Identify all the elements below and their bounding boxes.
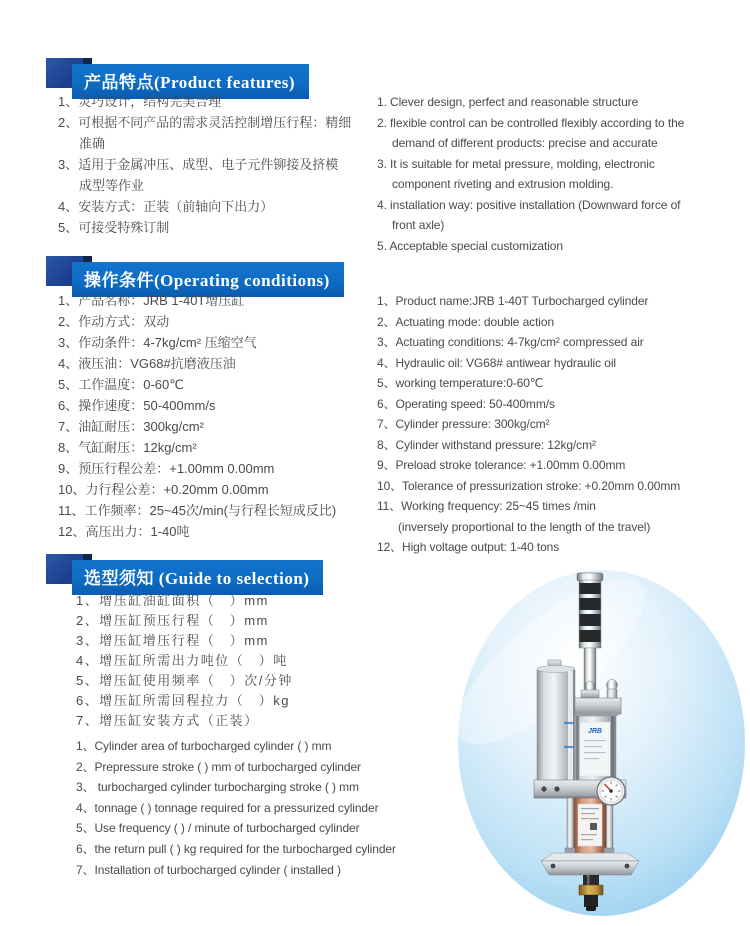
list-item: 4. installation way: positive installation (Downward force of front axle) — [377, 197, 681, 232]
label-barcode — [590, 823, 597, 830]
top-plate — [569, 698, 621, 716]
list-item: 2、Actuating mode: double action — [377, 314, 555, 329]
list-item: 3、Actuating conditions: 4-7kg/cm² compressed air — [377, 335, 644, 349]
section-title-product-features: 产品特点(Product features) — [72, 64, 309, 99]
list-item: 5、可接受特殊订制 — [58, 220, 170, 235]
list-item: 1、产品名称：JRB 1-40T增压缸 — [58, 293, 245, 308]
air-fitting — [607, 680, 618, 700]
oil-reservoir — [537, 660, 576, 783]
main-cylinder-body — [574, 716, 616, 782]
list-item: 2、增压缸预压行程（ ）mm — [76, 613, 269, 628]
bolt-hole — [541, 786, 546, 791]
list-item: 12、High voltage output: 1-40 tons — [377, 540, 560, 554]
list-item: 3、作动条件：4-7kg/cm² 压缩空气 — [58, 335, 257, 350]
list-item: 1、Product name:JRB 1-40T Turbocharged cylinder — [377, 294, 649, 308]
pressure-gauge — [597, 777, 625, 805]
list-item: 7、油缸耐压：300kg/cm² — [58, 419, 204, 434]
rod-ball-joint — [585, 681, 595, 691]
feature-list-en — [377, 92, 750, 256]
list-item: 2、可根据不同产品的需求灵活控制增压行程：精细 准确 — [58, 115, 352, 151]
list-item: 2、Prepressure stroke ( ) mm of turbocharged cylinder — [76, 759, 361, 774]
list-item: 4、液压油：VG68#抗磨液压油 — [58, 356, 236, 371]
guide-list-cn — [76, 591, 416, 731]
list-item: 7、Installation of turbocharged cylinder ( installed ) — [76, 862, 341, 877]
rod-collar — [581, 690, 599, 698]
list-item: 5、Use frequency ( ) / minute of turbocharged cylinder — [76, 821, 360, 836]
list-item: 12、高压出力：1-40吨 — [58, 524, 190, 539]
section-header-guide-to-selection — [46, 554, 446, 592]
list-item: 6、增压缸所需回程拉力（ ）kg — [76, 693, 290, 708]
list-item: 2. flexible control can be controlled flexibly according to the demand of different products: precise and accurate — [377, 115, 685, 150]
list-item: 1、Cylinder area of turbocharged cylinder ( ) mm — [76, 739, 332, 753]
list-item: 8、气缸耐压：12kg/cm² — [58, 440, 197, 455]
conditions-list-cn — [58, 290, 368, 542]
list-item: 6、the return pull ( ) kg required for the turbocharged cylinder — [76, 841, 396, 856]
list-item: 7、增压缸安装方式（正装） — [76, 713, 259, 728]
list-item: 3、 turbocharged cylinder turbocharging stroke ( ) mm — [76, 780, 359, 795]
conditions-list-en — [377, 291, 750, 558]
section-title-operating-conditions: 操作条件(Operating conditions) — [72, 262, 344, 297]
list-item: 9、预压行程公差：+1.00mm 0.00mm — [58, 461, 275, 476]
list-item: 1、增压缸油缸面积（ ）mm — [76, 593, 269, 608]
list-item: 3、适用于金属冲压、成型、电子元件铆接及挤模 成型等作业 — [58, 157, 339, 193]
sight-gauge — [568, 671, 573, 781]
list-item: 10、力行程公差：+0.20mm 0.00mm — [58, 482, 269, 497]
list-item: 11、Working frequency: 25~45 times /min (inversely proportional to the length of the travel) — [377, 499, 651, 534]
brass-nut — [579, 885, 603, 895]
list-item: 5、工作温度：0-60℃ — [58, 377, 184, 392]
brand-logo: JRB — [587, 728, 603, 735]
bolt-hole — [625, 864, 630, 869]
list-item: 2、作动方式：双动 — [58, 314, 170, 329]
list-item: 4、Hydraulic oil: VG68# antiwear hydraulic oil — [377, 355, 616, 370]
list-item: 10、Tolerance of pressurization stroke: +0.20mm 0.00mm — [377, 478, 681, 493]
list-item: 8、Cylinder withstand pressure: 12kg/cm² — [377, 437, 596, 452]
list-item: 4、tonnage ( ) tonnage required for a pressurized cylinder — [76, 800, 379, 815]
list-item: 1. Clever design, perfect and reasonable structure — [377, 95, 639, 109]
hydraulic-copper-cylinder — [567, 798, 613, 854]
section-title-guide-to-selection: 选型须知 (Guide to selection) — [72, 560, 323, 595]
bolt-hole — [554, 786, 559, 791]
list-item: 1、灵巧设计，结构完美合理 — [58, 94, 222, 109]
list-item: 6、Operating speed: 50-400mm/s — [377, 396, 555, 411]
tie-rod — [606, 798, 613, 854]
list-item: 3、增压缸增压行程（ ）mm — [76, 633, 269, 648]
list-item: 4、安装方式：正装（前轴向下出力） — [58, 199, 274, 214]
tie-rod — [611, 716, 614, 782]
list-item: 3. It is suitable for metal pressure, molding, electronic component riveting and extrusion molding. — [377, 156, 655, 191]
list-item: 5. Acceptable special customization — [377, 238, 563, 253]
list-item: 5、增压缸使用频率（ ）次/分钟 — [76, 673, 293, 688]
tie-rod — [567, 798, 574, 854]
feature-list-cn — [58, 91, 360, 238]
product-photo — [458, 570, 745, 916]
list-item: 4、增压缸所需出力吨位（ ）吨 — [76, 653, 288, 668]
list-item: 6、操作速度：50-400mm/s — [58, 398, 216, 413]
bolt-hole — [551, 864, 556, 869]
section-header-operating-conditions — [46, 256, 446, 294]
list-item: 11、工作频率：25~45次/min(与行程长短成反比) — [58, 503, 337, 518]
list-item: 9、Preload stroke tolerance: +1.00mm 0.00mm — [377, 458, 626, 472]
guide-list-en — [76, 736, 496, 880]
list-item: 7、Cylinder pressure: 300kg/cm² — [377, 417, 550, 431]
tie-rod — [576, 716, 579, 782]
list-item: 5、working temperature:0-60℃ — [377, 376, 544, 390]
